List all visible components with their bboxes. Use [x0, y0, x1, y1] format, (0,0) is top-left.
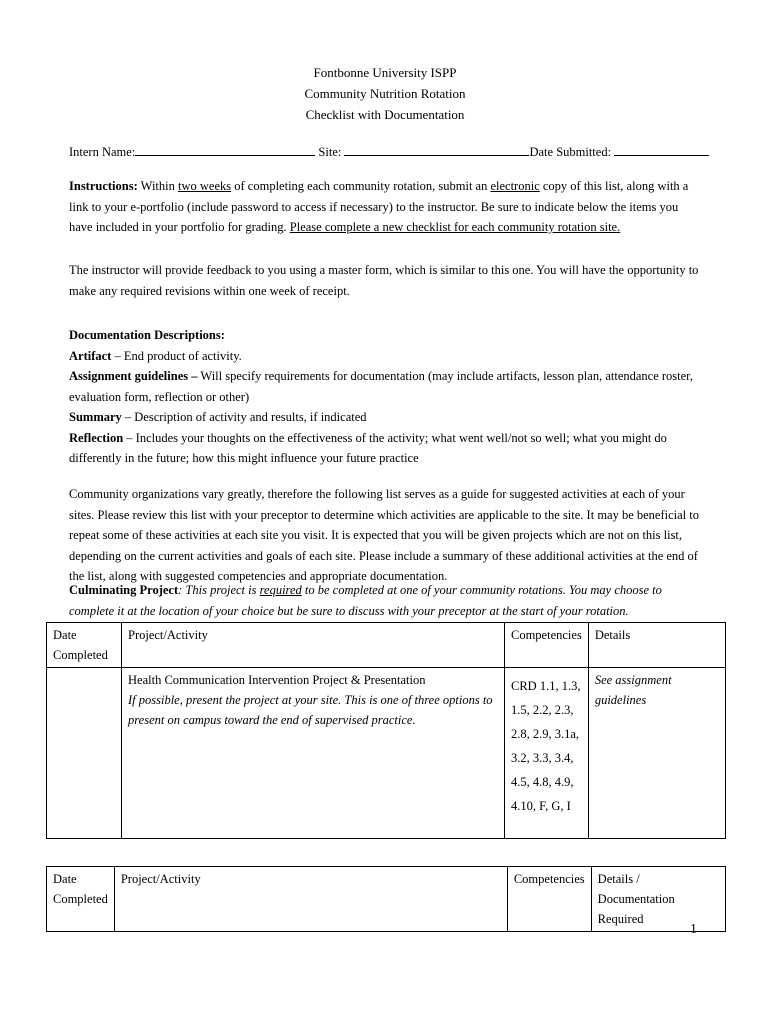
culminating-project-table: [46, 622, 726, 839]
artifact-label: Artifact: [69, 348, 112, 363]
site-label: Site:: [318, 145, 342, 159]
activities-table: [46, 866, 726, 932]
header-project-activity: Project/Activity: [114, 867, 507, 932]
instructions-underline-1: two weeks: [178, 179, 232, 193]
table-row: [47, 668, 726, 839]
date-completed-cell[interactable]: [47, 668, 122, 839]
instructions-underline-2: electronic: [490, 179, 540, 193]
doc-desc-heading: Documentation Descriptions:: [69, 328, 225, 342]
artifact-desc: [69, 346, 699, 367]
header-competencies: Competencies: [505, 623, 589, 668]
header-date-completed: Date Completed: [47, 623, 122, 668]
header-competencies: Competencies: [507, 867, 591, 932]
header-project-activity: Project/Activity: [122, 623, 505, 668]
community-paragraph: Community organizations vary greatly, therefore the following list serves as a guide for suggested activities at each of your sites. Please review this list with your preceptor to determine which activities are applicable to the site. It may be beneficial to repeat some of these activities at each site you visit. It is expected that you will be given projects which are not on this list, depending on the current activities and goals of each site. Please include a summary of these additional activities at the end of the list, along with suggested competencies and appropriate documentation.: [69, 487, 700, 583]
assignment-guidelines-desc: [69, 366, 699, 407]
title-line-3: Checklist with Documentation: [305, 107, 465, 122]
table-header-row: [47, 867, 726, 932]
header-date-completed: Date Completed: [47, 867, 115, 932]
title-line-1: Fontbonne University ISPP: [313, 65, 457, 80]
project-title: Health Communication Intervention Project & Presentation: [128, 673, 426, 687]
date-submitted-label: Date Submitted:: [529, 145, 612, 159]
assignment-text: Will specify requirements for documentation (may include artifacts, lesson plan, attendance roster, evaluation form, reflection or other): [69, 369, 693, 404]
header-details: Details: [588, 623, 725, 668]
summary-label: Summary: [69, 410, 122, 424]
culminating-underline: required: [259, 583, 302, 597]
reflection-desc: [69, 428, 699, 469]
documentation-descriptions: [69, 325, 699, 469]
date-submitted-field[interactable]: [614, 143, 709, 156]
site-field[interactable]: [344, 143, 529, 156]
competencies-cell: CRD 1.1, 1.3, 1.5, 2.2, 2.3, 2.8, 2.9, 3.1a, 3.2, 3.3, 3.4, 4.5, 4.8, 4.9, 4.10, F, G, I: [505, 668, 589, 839]
instructions-label: Instructions:: [69, 179, 138, 193]
summary-text: – Description of activity and results, if indicated: [121, 410, 367, 424]
feedback-paragraph: The instructor will provide feedback to you using a master form, which is similar to this one. You will have the opportunity to make any required revisions within one week of receipt.: [69, 263, 699, 298]
instructions-text-2: of completing each community rotation, submit an: [231, 179, 491, 193]
intern-info-row: [69, 143, 709, 160]
header-details-documentation: Details / Documentation Required: [591, 867, 725, 932]
details-cell: See assignment guidelines: [588, 668, 725, 839]
assignment-label: Assignment guidelines –: [69, 369, 198, 383]
intern-name-field[interactable]: [135, 143, 315, 156]
summary-desc: [69, 407, 699, 428]
culminating-text-1: : This project is: [178, 583, 260, 597]
culminating-label: Culminating Project: [69, 583, 179, 597]
instructions-paragraph: [69, 176, 699, 238]
culminating-text-2: to be completed at one of your community rotations. You may choose to complete it at the location of your choice but be sure to discuss with your preceptor at the start of your rotation.: [69, 583, 662, 618]
instructions-text-3: copy of this list, along with a link to your e-portfolio (include password to access if necessary) to the instructor. Be sure to indicate below the items you have included in your portfolio for grading.: [69, 179, 689, 234]
artifact-text: – End product of activity.: [111, 348, 242, 363]
reflection-text: – Includes your thoughts on the effectiveness of the activity; what went well/not so well; what you might do differently in the future; how this might influence your future practice: [69, 430, 667, 465]
page-number: 1: [690, 922, 697, 937]
table-header-row: [47, 623, 726, 668]
project-activity-cell: [122, 668, 505, 839]
reflection-label: Reflection: [69, 430, 124, 445]
project-description: If possible, present the project at your site. This is one of three options to present on campus toward the end of supervised practice.: [128, 693, 493, 727]
title-line-2: Community Nutrition Rotation: [304, 86, 466, 101]
intern-name-label: Intern Name:: [69, 145, 136, 159]
document-title: [0, 62, 770, 125]
instructions-underline-3: Please complete a new checklist for each community rotation site.: [289, 220, 621, 234]
instructions-text-1: Within: [137, 179, 179, 193]
culminating-project-paragraph: [69, 580, 699, 621]
